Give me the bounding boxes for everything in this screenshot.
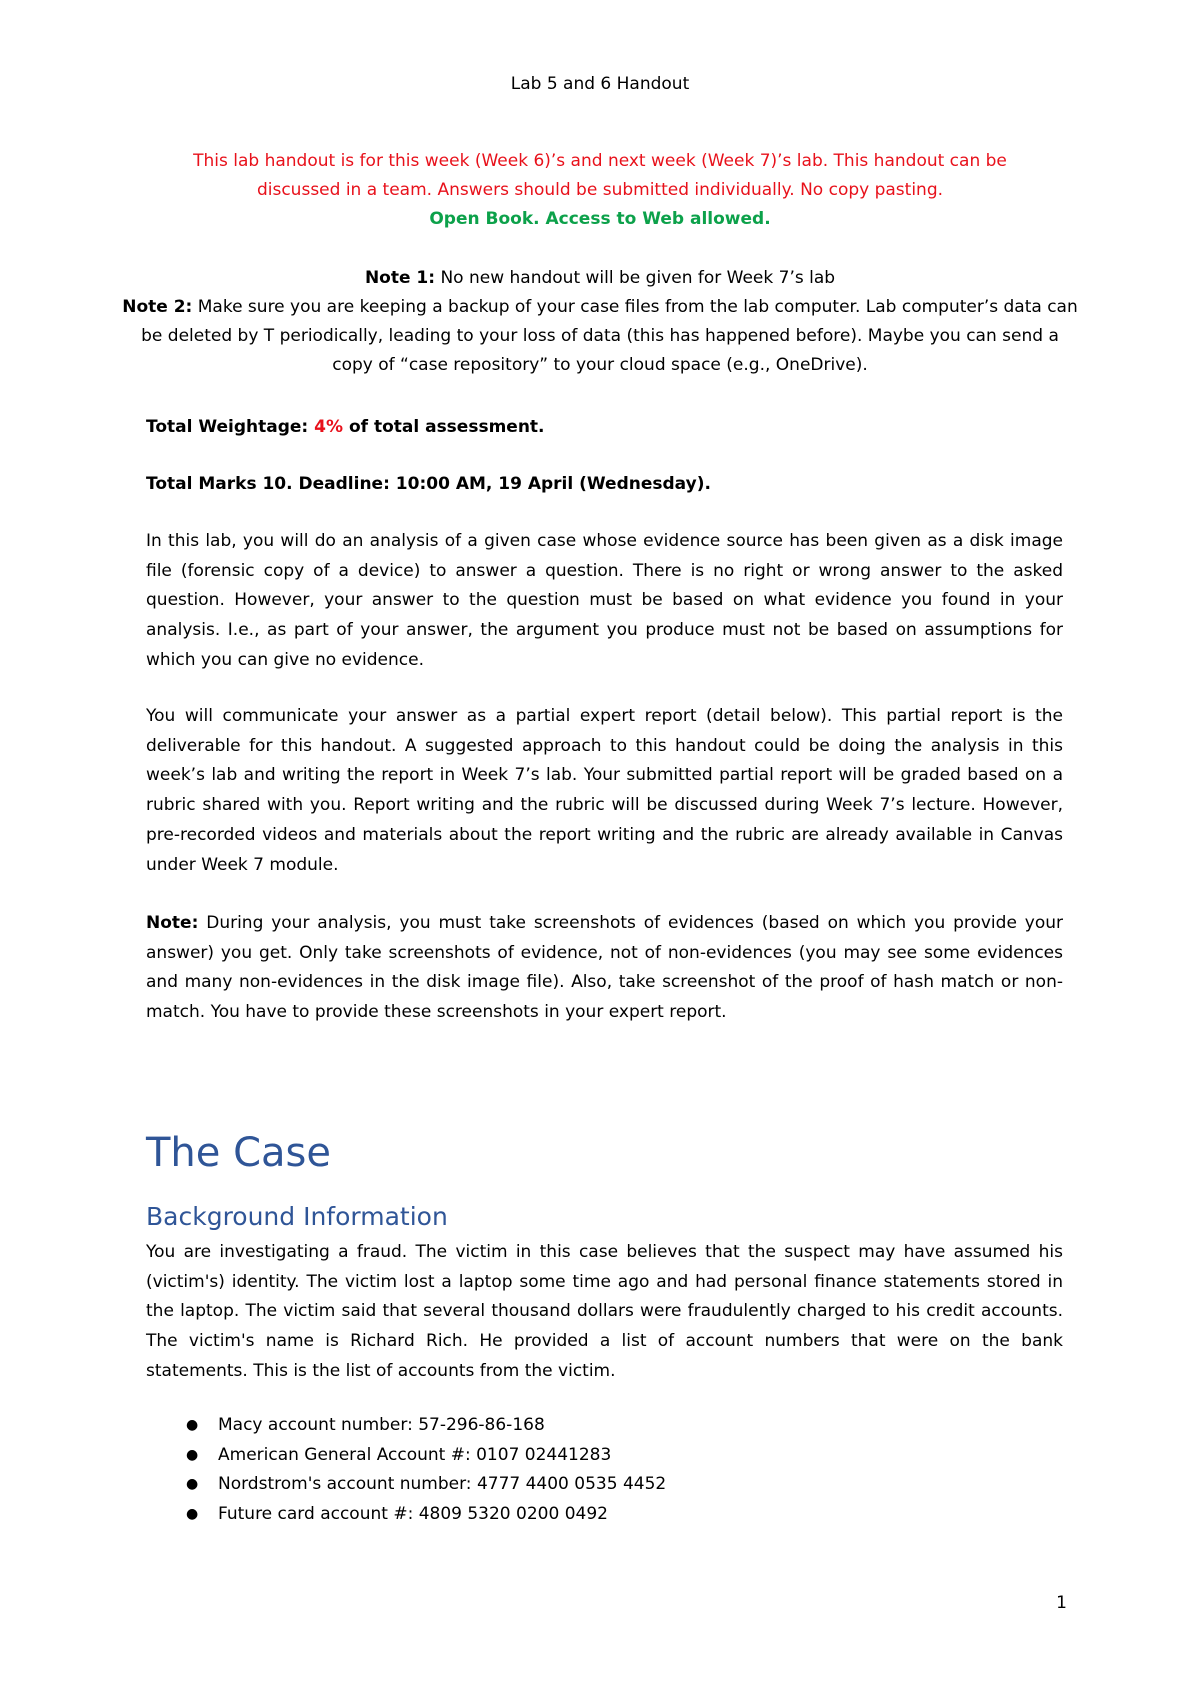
account-list [186, 1411, 666, 1529]
list-item: ● Macy account number: 57-296-86-168 [186, 1411, 666, 1441]
list-item: ● Nordstrom's account number: 4777 4400 0535 4452 [186, 1470, 666, 1500]
paragraph-analysis: In this lab, you will do an analysis of a given case whose evidence source has been given as a disk image file (forensic copy of a device) to answer a question. There is no right or wrong answer to the asked question. However, your answer to the question must be based on what evidence you found in your analysis. I.e., as part of your answer, the argument you produce must not be based on assumptions for which you can give no evidence. [146, 531, 1063, 670]
paragraph-report: You will communicate your answer as a partial expert report (detail below). This partial report is the deliverable for this handout. A suggested approach to this handout could be doing the analysis in this week’s lab and writing the report in Week 7’s lab. Your submitted partial report will be graded based on a rubric shared with you. Report writing and the rubric will be discussed during Week 7’s lecture. However, pre-recorded videos and materials about the report writing and the rubric are already available in Canvas under Week 7 module. [146, 706, 1063, 875]
weightage-label: Total Weightage: [146, 417, 315, 437]
note-2-label: Note 2: [122, 297, 193, 317]
note-text: During your analysis, you must take screenshots of evidences (based on which you provide your answer) you get. Only take screenshots of evidence, not of non-evidences (you may see some evidences and many non-evidences in the disk image file). Also, take screenshot of the proof of hash match or non-match. You have to provide these screenshots in your expert report. [146, 913, 1063, 1023]
bullet-icon: ● [186, 1446, 199, 1463]
background-subheading: Background Information [146, 1202, 448, 1231]
notes-block [120, 264, 1080, 380]
total-marks-deadline: Total Marks 10. Deadline: 10:00 AM, 19 April (Wednesday). [146, 474, 711, 494]
notice-green-line: Open Book. Access to Web allowed. [429, 209, 771, 229]
paragraph-note [146, 909, 1063, 1028]
note-label: Note: [146, 913, 199, 933]
bullet-icon: ● [186, 1476, 199, 1492]
notice-red-line-2: discussed in a team. Answers should be submitted individually. No copy pasting. [256, 180, 944, 200]
page-number: 1 [1056, 1593, 1067, 1613]
weightage-value: 4% [314, 417, 344, 437]
note-2 [120, 293, 1080, 380]
note-1-text: No new handout will be given for Week 7’s lab [435, 268, 836, 288]
case-heading: The Case [146, 1130, 331, 1176]
bullet-icon: ● [186, 1505, 199, 1522]
weightage-suffix: of total assessment. [343, 417, 545, 437]
background-paragraph: You are investigating a fraud. The victim in this case believes that the suspect may have assumed his (victim's) identity. The victim lost a laptop some time ago and had personal finance statements stored in the laptop. The victim said that several thousand dollars were fraudulently charged to his credit accounts. The victim's name is Richard Rich. He provided a list of account numbers that were on the bank statements. This is the list of accounts from the victim. [146, 1242, 1063, 1381]
page-header: Lab 5 and 6 Handout [510, 74, 690, 94]
note-1-label: Note 1: [364, 268, 436, 288]
note-2-text: Make sure you are keeping a backup of your case files from the lab computer. Lab computer’s data can be deleted by T periodically, leading to your loss of data (this has happened before). Maybe you can send a copy of “case repository” to your cloud space (e.g., OneDrive). [141, 297, 1078, 375]
notice-red-line-1: This lab handout is for this week (Week 6)’s and next week (Week 7)’s lab. This handout can be [193, 151, 1007, 171]
list-item: ● American General Account #: 0107 02441283 [186, 1441, 666, 1471]
total-weightage [146, 413, 1063, 443]
bullet-icon: ● [186, 1417, 199, 1433]
note-1 [120, 264, 1080, 293]
list-item: ● Future card account #: 4809 5320 0200 0492 [186, 1500, 666, 1530]
notice-block [120, 147, 1080, 234]
